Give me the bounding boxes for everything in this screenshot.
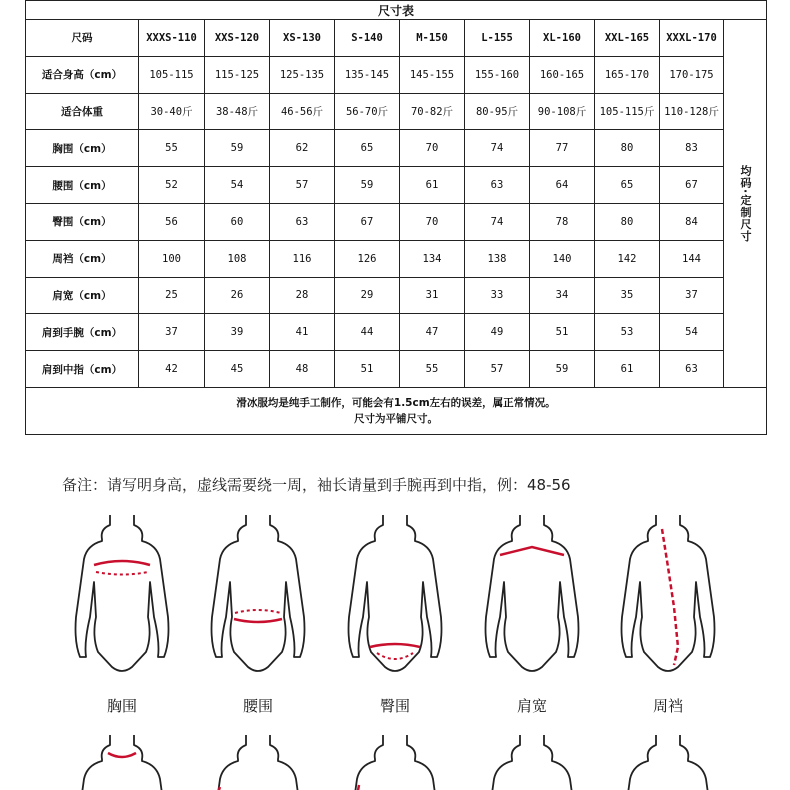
table-cell: 33 bbox=[465, 277, 530, 314]
table-cell: 34 bbox=[530, 277, 595, 314]
table-row bbox=[26, 351, 767, 388]
table-row bbox=[26, 167, 767, 204]
table-row bbox=[26, 93, 767, 130]
table-row bbox=[26, 203, 767, 240]
row-label: 腰围（cm） bbox=[26, 167, 139, 204]
table-cell: 65 bbox=[335, 130, 400, 167]
measurement-figure bbox=[482, 507, 582, 717]
table-cell: 51 bbox=[530, 314, 595, 351]
bodysuit-sleeve-measure-icon bbox=[482, 727, 582, 790]
table-cell: 116 bbox=[270, 240, 335, 277]
table-row bbox=[26, 56, 767, 93]
table-cell: 144 bbox=[660, 240, 724, 277]
table-cell: 83 bbox=[660, 130, 724, 167]
size-column-header: XS-130 bbox=[270, 20, 335, 57]
row-label: 适合身高（cm） bbox=[26, 56, 139, 93]
table-cell: 55 bbox=[139, 130, 205, 167]
table-cell: 80 bbox=[595, 130, 660, 167]
table-cell: 35 bbox=[595, 277, 660, 314]
size-header-row bbox=[26, 20, 767, 57]
measurement-figure bbox=[72, 507, 172, 717]
table-cell: 67 bbox=[660, 167, 724, 204]
table-cell: 54 bbox=[660, 314, 724, 351]
table-cell: 56-70斤 bbox=[335, 93, 400, 130]
table-cell: 37 bbox=[660, 277, 724, 314]
row-label: 肩到手腕（cm） bbox=[26, 314, 139, 351]
table-cell: 74 bbox=[465, 130, 530, 167]
table-cell: 53 bbox=[595, 314, 660, 351]
bodysuit-sleeve-measure-icon bbox=[345, 727, 445, 790]
table-cell: 52 bbox=[139, 167, 205, 204]
table-title: 尺寸表 bbox=[26, 1, 767, 20]
row-label: 适合体重 bbox=[26, 93, 139, 130]
bodysuit-hip-measure-icon bbox=[345, 507, 445, 687]
bodysuit-waist-measure-icon bbox=[208, 507, 308, 687]
row-label: 肩宽（cm） bbox=[26, 277, 139, 314]
table-cell: 74 bbox=[465, 203, 530, 240]
bodysuit-chest-measure-icon bbox=[72, 507, 172, 687]
size-column-header: XXXS-110 bbox=[139, 20, 205, 57]
measurement-figure-partial bbox=[482, 727, 582, 790]
table-cell: 38-48斤 bbox=[205, 93, 270, 130]
table-cell: 105-115斤 bbox=[595, 93, 660, 130]
table-cell: 51 bbox=[335, 351, 400, 388]
table-cell: 49 bbox=[465, 314, 530, 351]
table-cell: 46-56斤 bbox=[270, 93, 335, 130]
bodysuit-shoulder-measure-icon bbox=[482, 507, 582, 687]
table-cell: 140 bbox=[530, 240, 595, 277]
bodysuit-sleeve-measure-icon bbox=[72, 727, 172, 790]
measurement-figure-partial bbox=[208, 727, 308, 790]
table-row bbox=[26, 240, 767, 277]
row-label: 臀围（cm） bbox=[26, 203, 139, 240]
table-cell: 57 bbox=[465, 351, 530, 388]
measurement-figure-partial bbox=[345, 727, 445, 790]
table-cell: 155-160 bbox=[465, 56, 530, 93]
table-cell: 55 bbox=[400, 351, 465, 388]
table-cell: 57 bbox=[270, 167, 335, 204]
measurement-figure bbox=[345, 507, 445, 717]
bodysuit-sleeve-measure-icon bbox=[208, 727, 308, 790]
row-label: 胸围（cm） bbox=[26, 130, 139, 167]
table-cell: 31 bbox=[400, 277, 465, 314]
figure-label: 周裆 bbox=[652, 697, 683, 715]
size-column-header: XL-160 bbox=[530, 20, 595, 57]
size-column-header: L-155 bbox=[465, 20, 530, 57]
table-cell: 54 bbox=[205, 167, 270, 204]
table-cell: 41 bbox=[270, 314, 335, 351]
size-column-header: M-150 bbox=[400, 20, 465, 57]
table-cell: 59 bbox=[205, 130, 270, 167]
table-cell: 26 bbox=[205, 277, 270, 314]
table-cell: 62 bbox=[270, 130, 335, 167]
table-cell: 45 bbox=[205, 351, 270, 388]
table-cell: 65 bbox=[595, 167, 660, 204]
table-cell: 30-40斤 bbox=[139, 93, 205, 130]
size-column-header: XXL-165 bbox=[595, 20, 660, 57]
table-cell: 59 bbox=[335, 167, 400, 204]
size-chart-table bbox=[25, 0, 767, 435]
table-cell: 47 bbox=[400, 314, 465, 351]
size-column-header: XXXL-170 bbox=[660, 20, 724, 57]
measurement-figure bbox=[618, 507, 718, 717]
table-cell: 145-155 bbox=[400, 56, 465, 93]
table-cell: 160-165 bbox=[530, 56, 595, 93]
measurement-note: 备注：请写明身高，虚线需要绕一周，袖长请量到手腕再到中指，例：48-56 bbox=[62, 476, 571, 494]
bodysuit-crotch-measure-icon bbox=[618, 507, 718, 687]
custom-size-note: 均码·定制尺寸 bbox=[724, 20, 767, 388]
figure-label: 腰围 bbox=[242, 697, 273, 715]
table-cell: 90-108斤 bbox=[530, 93, 595, 130]
table-cell: 108 bbox=[205, 240, 270, 277]
table-cell: 170-175 bbox=[660, 56, 724, 93]
table-cell: 56 bbox=[139, 203, 205, 240]
table-cell: 44 bbox=[335, 314, 400, 351]
table-cell: 165-170 bbox=[595, 56, 660, 93]
table-cell: 61 bbox=[595, 351, 660, 388]
table-cell: 67 bbox=[335, 203, 400, 240]
footer-line-2: 尺寸为平铺尺寸。 bbox=[354, 412, 439, 425]
table-cell: 64 bbox=[530, 167, 595, 204]
measurement-figure-partial bbox=[618, 727, 718, 790]
table-cell: 60 bbox=[205, 203, 270, 240]
table-cell: 39 bbox=[205, 314, 270, 351]
table-row bbox=[26, 130, 767, 167]
table-cell: 110-128斤 bbox=[660, 93, 724, 130]
table-cell: 63 bbox=[465, 167, 530, 204]
table-cell: 70 bbox=[400, 203, 465, 240]
table-footer bbox=[26, 387, 767, 434]
table-cell: 59 bbox=[530, 351, 595, 388]
table-cell: 29 bbox=[335, 277, 400, 314]
measurement-figure bbox=[208, 507, 308, 717]
table-cell: 70-82斤 bbox=[400, 93, 465, 130]
table-cell: 63 bbox=[270, 203, 335, 240]
row-label: 肩到中指（cm） bbox=[26, 351, 139, 388]
table-cell: 138 bbox=[465, 240, 530, 277]
measurement-figure-partial bbox=[72, 727, 172, 790]
table-cell: 105-115 bbox=[139, 56, 205, 93]
table-cell: 42 bbox=[139, 351, 205, 388]
table-cell: 100 bbox=[139, 240, 205, 277]
table-cell: 125-135 bbox=[270, 56, 335, 93]
table-cell: 142 bbox=[595, 240, 660, 277]
table-cell: 70 bbox=[400, 130, 465, 167]
table-cell: 78 bbox=[530, 203, 595, 240]
table-cell: 61 bbox=[400, 167, 465, 204]
size-column-header: XXS-120 bbox=[205, 20, 270, 57]
footer-line-1: 滑冰服均是纯手工制作，可能会有1.5cm左右的误差，属正常情况。 bbox=[236, 396, 556, 409]
table-row bbox=[26, 314, 767, 351]
row-label: 周裆（cm） bbox=[26, 240, 139, 277]
table-row bbox=[26, 277, 767, 314]
table-cell: 80 bbox=[595, 203, 660, 240]
table-cell: 48 bbox=[270, 351, 335, 388]
table-cell: 63 bbox=[660, 351, 724, 388]
table-cell: 25 bbox=[139, 277, 205, 314]
table-cell: 135-145 bbox=[335, 56, 400, 93]
figure-label: 肩宽 bbox=[516, 697, 547, 715]
size-column-header: S-140 bbox=[335, 20, 400, 57]
figure-label: 胸围 bbox=[106, 697, 137, 715]
table-cell: 115-125 bbox=[205, 56, 270, 93]
table-cell: 28 bbox=[270, 277, 335, 314]
table-cell: 134 bbox=[400, 240, 465, 277]
table-cell: 77 bbox=[530, 130, 595, 167]
figure-label: 臀围 bbox=[379, 697, 410, 715]
table-cell: 80-95斤 bbox=[465, 93, 530, 130]
table-cell: 126 bbox=[335, 240, 400, 277]
table-cell: 84 bbox=[660, 203, 724, 240]
size-header-label: 尺码 bbox=[26, 20, 139, 57]
bodysuit-sleeve-measure-icon bbox=[618, 727, 718, 790]
table-cell: 37 bbox=[139, 314, 205, 351]
